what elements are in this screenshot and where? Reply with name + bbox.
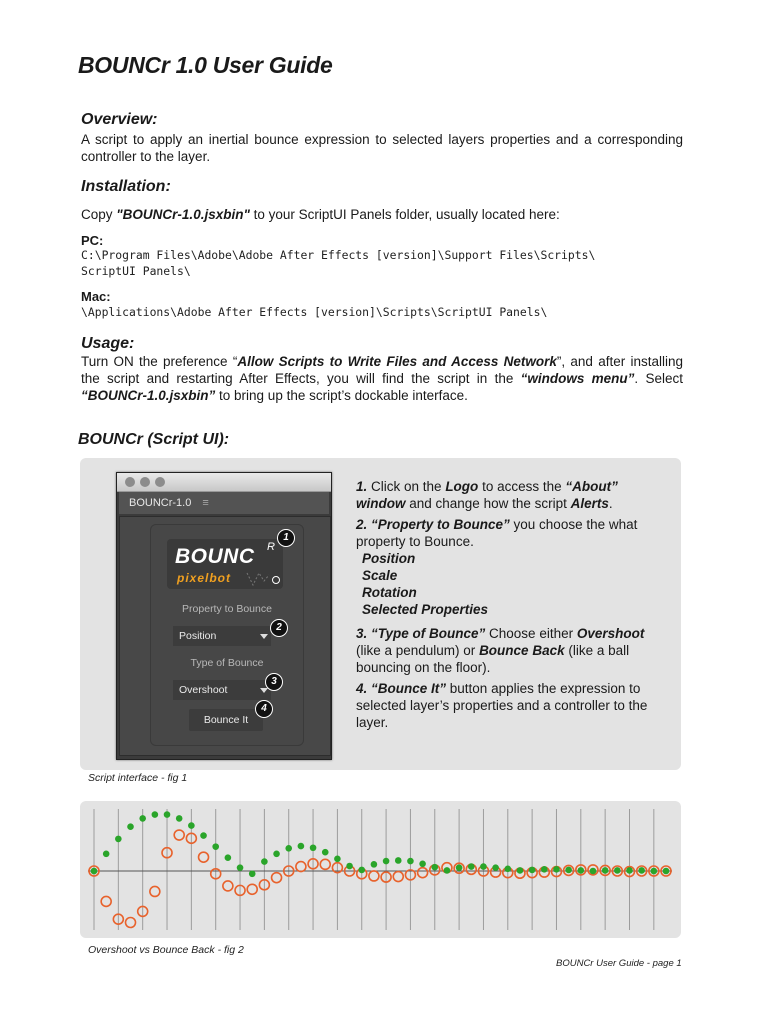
overshoot-point	[492, 864, 499, 871]
bounceback-point	[126, 917, 136, 927]
bounceback-point	[296, 862, 306, 872]
step-2-item: Selected Properties	[362, 602, 489, 617]
overshoot-point	[578, 867, 585, 874]
property-label: Property to Bounce	[182, 603, 272, 615]
overshoot-point	[529, 867, 536, 874]
bounceback-point	[369, 871, 379, 881]
step-4-num: 4.	[356, 681, 368, 696]
steps-list	[356, 478, 664, 735]
overshoot-point	[139, 815, 146, 822]
property-dropdown[interactable]	[173, 626, 271, 646]
overshoot-point	[249, 870, 256, 877]
overshoot-point	[614, 867, 621, 874]
overshoot-point	[273, 851, 280, 858]
bounce-chart-panel	[80, 801, 681, 938]
step-3-b: “Type of Bounce”	[367, 626, 486, 641]
bounceback-point	[393, 872, 403, 882]
overshoot-point	[212, 843, 219, 850]
usage-b2: “windows menu”	[520, 371, 635, 386]
step-3	[356, 625, 664, 676]
step-4	[356, 680, 664, 731]
overshoot-point	[407, 858, 414, 865]
bounceback-point	[174, 830, 184, 840]
page-footer: BOUNCr User Guide - page 1	[556, 958, 682, 969]
bounceback-point	[101, 896, 111, 906]
overshoot-point	[176, 815, 183, 822]
usage-t1: Turn ON the preference “	[81, 354, 238, 369]
step-3-c: Choose either	[485, 626, 577, 641]
overshoot-point	[602, 867, 609, 874]
overshoot-point	[322, 849, 329, 856]
usage-b1: Allow Scripts to Write Files and Access Network	[237, 354, 557, 369]
pc-label: PC:	[81, 233, 104, 248]
overshoot-point	[225, 854, 232, 861]
logo-ring-icon	[272, 576, 280, 584]
mac-path: \Applications\Adobe After Effects [version]\Scripts\ScriptUI Panels\	[81, 305, 548, 319]
mac-label: Mac:	[81, 289, 111, 304]
pc-path-line-1: C:\Program Files\Adobe\Adobe After Effects [version]\Support Files\Scripts\	[81, 248, 596, 262]
menu-icon[interactable]: ≡	[202, 497, 209, 509]
step-4-c: button applies the expression to selected layer’s properties and a controller to the layer.	[356, 681, 648, 730]
type-value: Overshoot	[179, 684, 228, 696]
bounceback-point	[199, 852, 209, 862]
overshoot-point	[200, 832, 207, 839]
badge-2: 2	[270, 619, 288, 637]
bounceback-point	[418, 868, 428, 878]
bounceback-point	[150, 886, 160, 896]
overview-heading: Overview:	[81, 111, 158, 128]
property-value: Position	[179, 630, 217, 642]
usage-t3: . Select	[634, 371, 683, 386]
installation-post: to your ScriptUI Panels folder, usually located here:	[249, 207, 560, 222]
bounce-chart	[80, 801, 681, 938]
overshoot-point	[419, 861, 426, 868]
overshoot-point	[358, 867, 365, 874]
overview-text: A script to apply an inertial bounce expression to selected layers properties and a corresponding controller to the layer.	[81, 132, 683, 164]
overshoot-point	[383, 858, 390, 865]
type-dropdown[interactable]	[173, 680, 271, 700]
chevron-down-icon	[260, 634, 268, 639]
type-label: Type of Bounce	[190, 657, 264, 669]
overshoot-point	[468, 863, 475, 870]
overshoot-point	[310, 844, 317, 851]
window-tab-label: BOUNCr-1.0	[129, 497, 192, 509]
step-2-b: “Property to Bounce”	[367, 517, 510, 532]
overshoot-point	[638, 867, 645, 874]
usage-text	[81, 353, 683, 404]
window-tab[interactable]	[119, 492, 329, 514]
overshoot-point	[480, 863, 487, 870]
ui-group	[150, 524, 304, 746]
step-2-num: 2.	[356, 517, 368, 532]
logo-text: BOUNC	[175, 545, 255, 568]
step-1-f: Alerts	[570, 496, 609, 511]
overshoot-point	[504, 865, 511, 872]
usage-t2: ”, and after installing the script and restarting After Effects, you will find the script in the	[81, 354, 683, 386]
overshoot-point	[298, 843, 305, 850]
close-dot-icon[interactable]	[125, 477, 135, 487]
bounce-it-button[interactable]: Bounce It	[189, 709, 263, 731]
step-2-item: Position	[362, 551, 416, 566]
overshoot-point	[91, 868, 98, 875]
pc-path	[81, 247, 691, 279]
badge-1: 1	[277, 529, 295, 547]
zoom-dot-icon[interactable]	[155, 477, 165, 487]
bounceback-point	[320, 859, 330, 869]
minimize-dot-icon[interactable]	[140, 477, 150, 487]
overshoot-point	[626, 867, 633, 874]
logo-button[interactable]	[167, 539, 283, 589]
bounceback-point	[223, 881, 233, 891]
step-2-item: Scale	[362, 568, 398, 583]
step-1	[356, 478, 664, 512]
step-1-a: Click on the	[367, 479, 446, 494]
overshoot-point	[285, 845, 292, 852]
overshoot-point	[444, 867, 451, 874]
installation-heading: Installation:	[81, 178, 171, 195]
overshoot-point	[334, 856, 341, 863]
bounceback-point	[272, 873, 282, 883]
step-2-c: you choose the what property to Bounce.	[356, 517, 638, 549]
overshoot-point	[553, 866, 560, 873]
step-3-e: (like a pendulum) or	[356, 643, 480, 658]
step-1-num: 1.	[356, 479, 368, 494]
overshoot-point	[517, 867, 524, 874]
overshoot-point	[152, 811, 159, 818]
overshoot-point	[431, 864, 438, 871]
step-2-item: Rotation	[362, 585, 417, 600]
installation-file: "BOUNCr-1.0.jsxbin"	[116, 207, 250, 222]
window-body	[119, 516, 331, 756]
step-1-c: to access the	[478, 479, 566, 494]
installation-pre: Copy	[81, 207, 117, 222]
chevron-down-icon	[260, 688, 268, 693]
usage-t4: to bring up the script’s dockable interface.	[215, 388, 468, 403]
page-title: BOUNCr 1.0 User Guide	[78, 52, 333, 78]
overshoot-point	[541, 866, 548, 873]
installation-text	[81, 206, 683, 223]
overshoot-point	[261, 858, 268, 865]
overshoot-point	[237, 864, 244, 871]
overshoot-point	[565, 867, 572, 874]
step-4-b: “Bounce It”	[367, 681, 447, 696]
step-1-d: “About” window	[356, 479, 618, 511]
overshoot-point	[395, 857, 402, 864]
overshoot-point	[651, 868, 658, 875]
step-1-g: .	[608, 496, 613, 511]
window-titlebar	[117, 473, 331, 492]
overshoot-point	[164, 811, 171, 818]
step-3-num: 3.	[356, 626, 368, 641]
overshoot-point	[188, 822, 195, 829]
badge-3: 3	[265, 673, 283, 691]
step-3-d: Overshoot	[576, 626, 645, 641]
step-3-g: (like a ball bouncing on the floor).	[356, 643, 630, 675]
overshoot-point	[115, 836, 122, 843]
fig2-caption: Overshoot vs Bounce Back - fig 2	[88, 944, 244, 956]
overshoot-point	[127, 823, 134, 830]
step-2	[356, 516, 664, 550]
step-3-f: Bounce Back	[479, 643, 565, 658]
step-1-e: and change how the script	[405, 496, 571, 511]
logo-superscript: R	[267, 541, 275, 553]
bounceback-point	[247, 884, 257, 894]
step-1-b: Logo	[445, 479, 479, 494]
script-window	[116, 472, 332, 760]
fig1-caption: Script interface - fig 1	[88, 772, 188, 784]
overshoot-point	[456, 864, 463, 871]
pc-path-line-2: ScriptUI Panels\	[81, 264, 191, 278]
usage-b3: “BOUNCr-1.0.jsxbin”	[81, 388, 216, 403]
overshoot-point	[103, 851, 110, 858]
overshoot-point	[346, 863, 353, 870]
logo-arc-icon	[245, 569, 275, 587]
usage-heading: Usage:	[81, 335, 135, 352]
overshoot-point	[371, 861, 378, 868]
overshoot-point	[590, 868, 597, 875]
scriptui-heading: BOUNCr (Script UI):	[78, 431, 230, 448]
logo-subtitle: pixelbot	[177, 571, 232, 585]
badge-4: 4	[255, 700, 273, 718]
overshoot-point	[663, 868, 670, 875]
